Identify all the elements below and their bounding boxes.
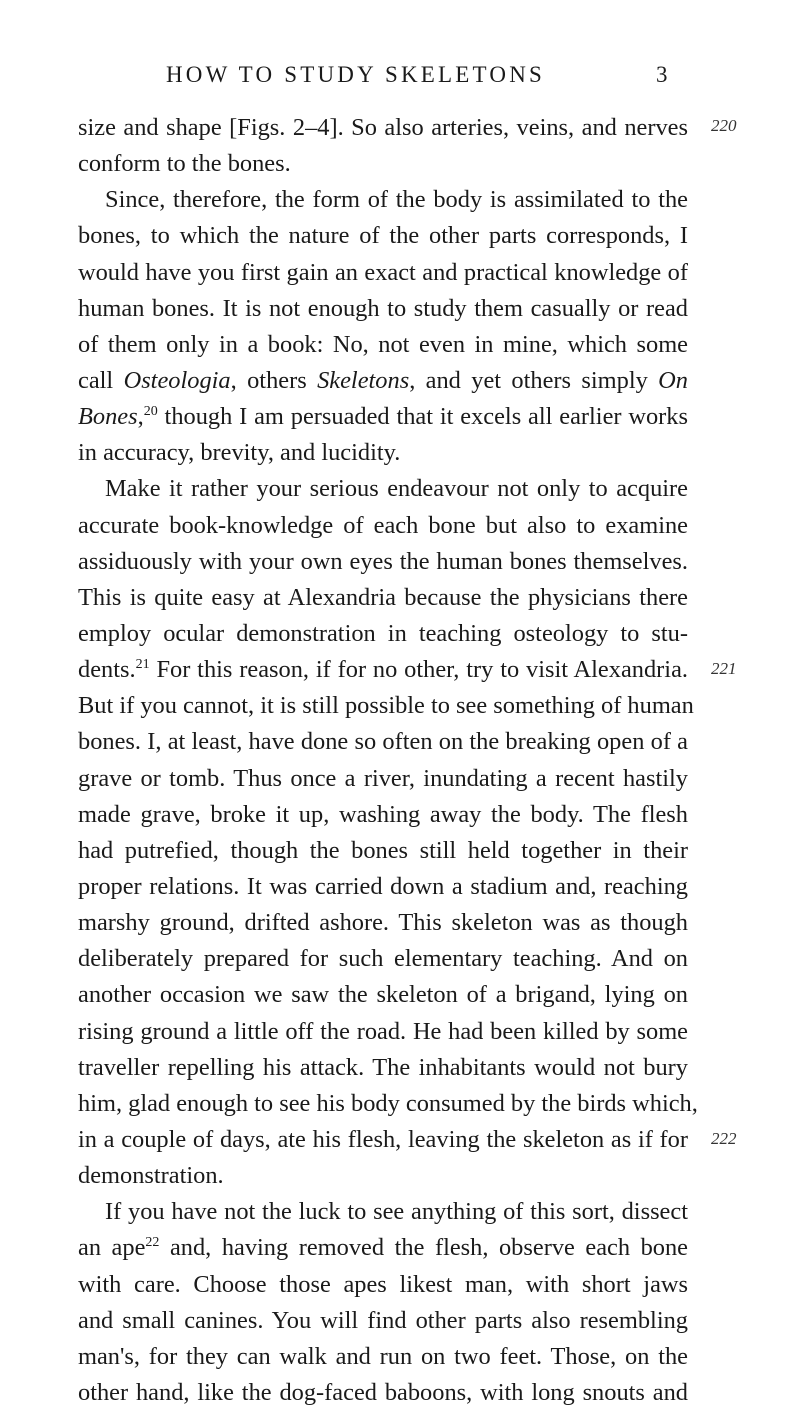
text-line: and small canines. You will find other parts also resembling [78, 1306, 688, 1334]
book-title-osteologia: Osteologia [123, 366, 231, 394]
footnote-ref: 20 [143, 404, 158, 420]
running-title: HOW TO STUDY SKELETONS [166, 62, 546, 87]
text-line: bones. I, at least, have done so often on the breaking open of a [78, 728, 688, 756]
text-line: size and shape [Figs. 2–4]. So also arteries, veins, and nerves [78, 114, 688, 141]
paragraph-start-line: Since, therefore, the form of the body is assimilated to the [105, 186, 688, 214]
book-title-skeletons: Skeletons [317, 366, 410, 394]
footnote-ref: 22 [145, 1235, 160, 1251]
paragraph-start-line: If you have not the luck to see anything of this sort, dissect [105, 1198, 688, 1226]
margin-section-number: 220 [711, 116, 737, 135]
body-text [78, 110, 698, 1411]
text-line: man's, for they can walk and run on two feet. Those, on the [78, 1342, 688, 1370]
text-line: Bones,$^{20}$ though I am persuaded that it excels all earlier works [78, 403, 688, 431]
text-line: bones, to which the nature of the other parts corresponds, I [78, 222, 688, 250]
text-line: human bones. It is not enough to study them casually or read [78, 294, 688, 322]
text-line: marshy ground, drifted ashore. This skeleton was as though [78, 909, 688, 937]
book-title-on-bones: On [658, 366, 688, 394]
text-line: This is quite easy at Alexandria because the physicians there [78, 583, 688, 611]
text-line: with care. Choose those apes likest man, with short jaws [78, 1270, 688, 1298]
text-line: in a couple of days, ate his flesh, leaving the skeleton as if for [78, 1125, 688, 1153]
text-line: traveller repelling his attack. The inhabitants would not bury [78, 1053, 688, 1081]
text-line: conform to the bones. [78, 150, 291, 178]
text-line: deliberately prepared for such elementary teaching. And on [78, 945, 688, 973]
page-number: 3 [656, 62, 668, 87]
text-line: call Osteologia, others Skeletons, and yet others simply On [78, 366, 688, 394]
book-title-on-bones: Bones [78, 403, 138, 431]
text-line: of them only in a book: No, not even in mine, which some [78, 330, 688, 358]
text-line: demonstration. [78, 1162, 224, 1190]
text-line: accurate book-knowledge of each bone but also to examine [78, 511, 688, 539]
text-line: made grave, broke it up, washing away the body. The flesh [78, 800, 688, 828]
margin-section-number: 221 [711, 659, 737, 678]
text-line: would have you first gain an exact and practical knowledge of [78, 258, 688, 286]
text-line: in accuracy, brevity, and lucidity. [78, 439, 401, 467]
text-line: grave or tomb. Thus once a river, inundating a recent hastily [78, 764, 688, 792]
text-line: another occasion we saw the skeleton of a brigand, lying on [78, 981, 688, 1009]
text-line: assiduously with your own eyes the human bones themselves. [78, 547, 688, 575]
text-line: him, glad enough to see his body consumed by the birds which, [78, 1089, 698, 1117]
footnote-ref: 21 [135, 657, 150, 673]
running-head [0, 62, 800, 96]
text-line: employ ocular demonstration in teaching osteology to stu- [78, 619, 688, 647]
text-line: But if you cannot, it is still possible to see something of human [78, 692, 694, 720]
margin-section-number: 222 [711, 1129, 737, 1148]
text-line: an ape$^{22}$ and, having removed the flesh, observe each bone [78, 1234, 689, 1262]
text-line: proper relations. It was carried down a stadium and, reaching [78, 872, 688, 900]
text-line: had putrefied, though the bones still held together in their [78, 836, 688, 864]
text-line: rising ground a little off the road. He had been killed by some [78, 1017, 688, 1045]
paragraph-start-line: Make it rather your serious endeavour not only to acquire [105, 475, 688, 503]
text-line: other hand, like the dog-faced baboons, with long snouts and [78, 1378, 688, 1406]
text-line: dents.$^{21}$ For this reason, if for no other, try to visit Alexandria. [78, 656, 688, 684]
